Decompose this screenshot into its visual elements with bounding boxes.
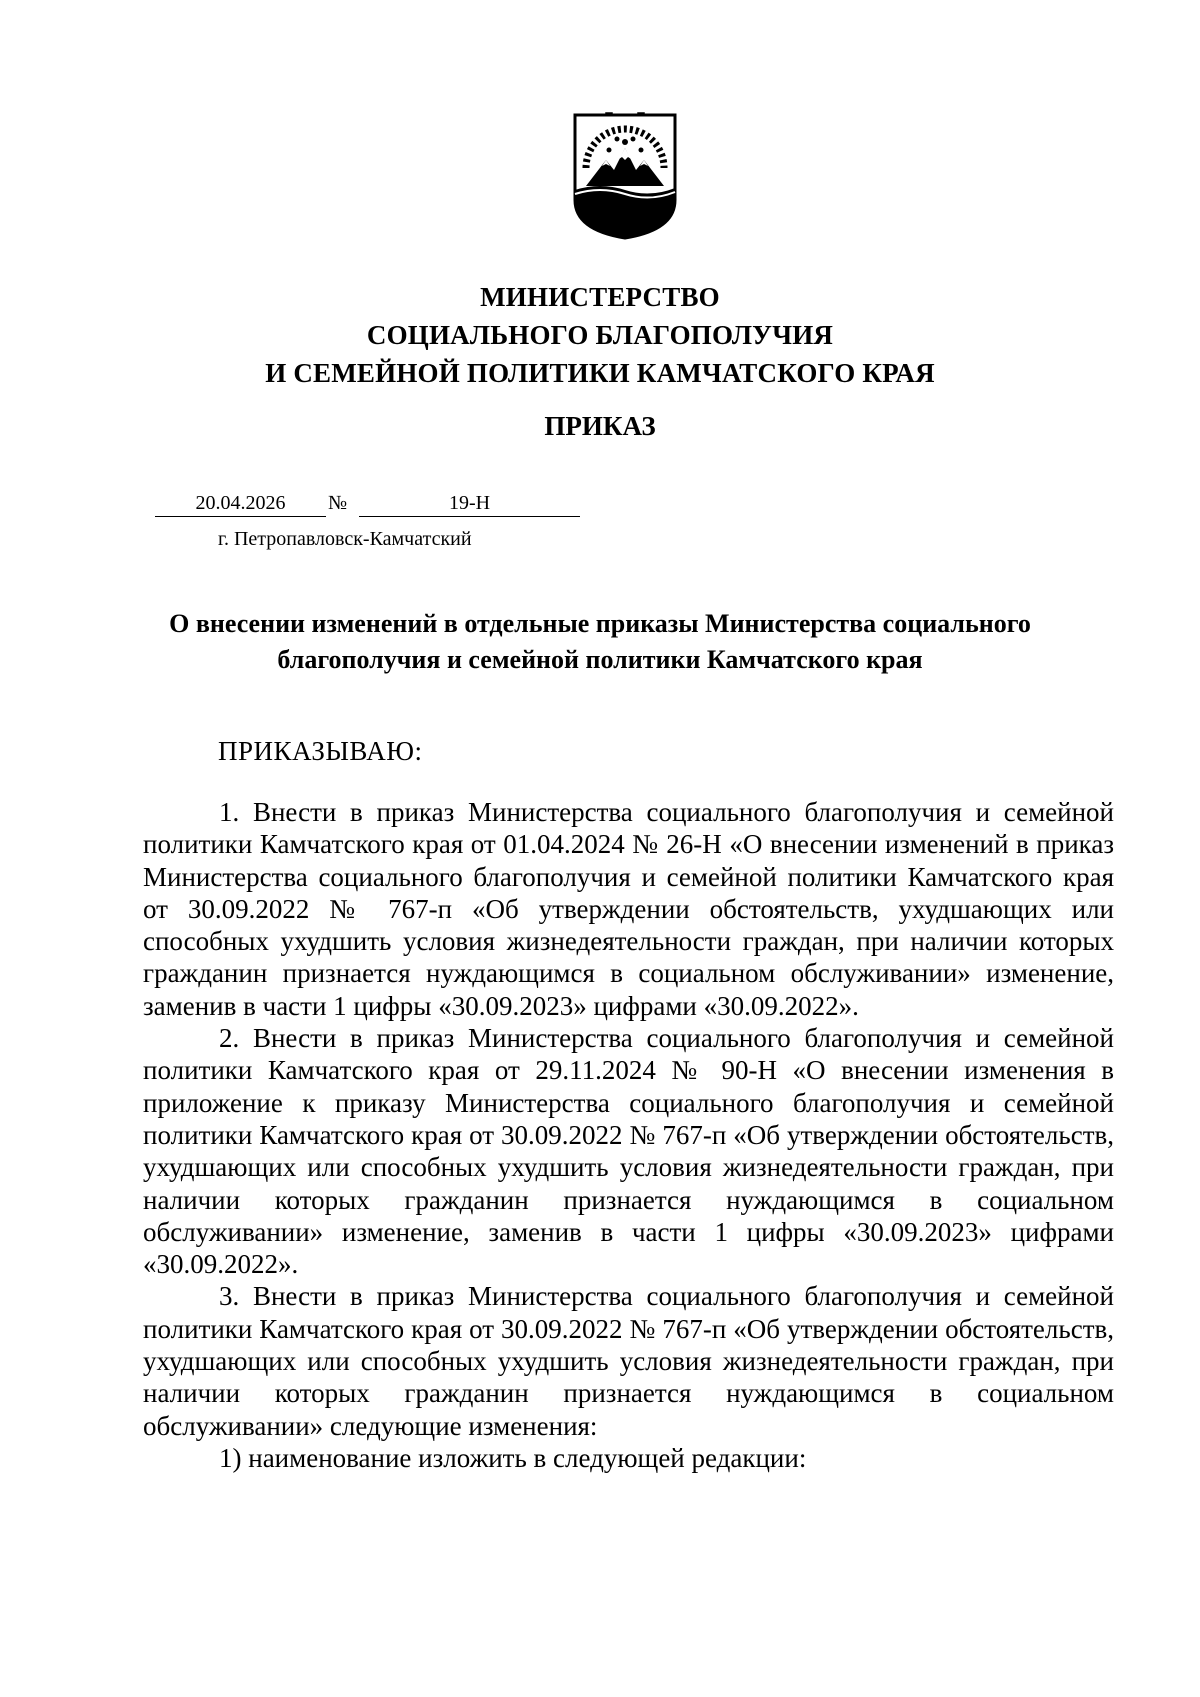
subject-line: О внесении изменений в отдельные приказы Министерства социального	[169, 609, 1031, 638]
paragraph-3-item-1: 1) наименование изложить в следующей редакции:	[219, 1442, 807, 1473]
paragraph-3: 3. Внести в приказ Министерства социального благополучия и семейной политики Камчатского края от 30.09.2022 № 767-п «Об утверждении обстоятельств, ухудшающих или способных ухудшить условия жизнедеятельности граждан, при наличии которых гражданин признается нуждающимся в социальном обслуживании» следующие изменения:	[143, 1281, 1114, 1441]
ministry-line: И СЕМЕЙНОЙ ПОЛИТИКИ КАМЧАТСКОГО КРАЯ	[265, 358, 935, 388]
city-name: г. Петропавловск-Камчатский	[218, 528, 472, 550]
order-subject	[0, 606, 1200, 678]
order-date: 20.04.2026	[155, 490, 326, 517]
ministry-line: МИНИСТЕРСТВО	[480, 282, 720, 312]
subject-line: благополучия и семейной политики Камчатского края	[277, 645, 923, 674]
ministry-line: СОЦИАЛЬНОГО БЛАГОПОЛУЧИЯ	[366, 320, 834, 350]
ministry-name	[0, 278, 1200, 392]
order-word: ПРИКАЗЫВАЮ:	[218, 736, 423, 766]
order-body	[143, 796, 1114, 1474]
order-number: 19-Н	[359, 490, 580, 517]
coat-of-arms-icon	[572, 112, 678, 240]
order-title: ПРИКАЗ	[544, 411, 656, 441]
paragraph-2: 2. Внести в приказ Министерства социального благополучия и семейной политики Камчатского края от 29.11.2024 № 90-Н «О внесении изменения в приложение к приказу Министерства социального благополучия и семейной политики Камчатского края от 30.09.2022 № 767-п «Об утверждении обстоятельств, ухудшающих или способных ухудшить условия жизнедеятельности граждан, при наличии которых гражданин признается нуждающимся в социальном обслуживании» изменение, заменив в части 1 цифры «30.09.2023» цифрами «30.09.2022».	[143, 1023, 1114, 1280]
paragraph-1: 1. Внести в приказ Министерства социального благополучия и семейной политики Камчатского края от 01.04.2024 № 26-Н «О внесении изменений в приказ Министерства социального благополучия и семейной политики Камчатского края от 30.09.2022 № 767-п «Об утверждении обстоятельств, ухудшающих или способных ухудшить условия жизнедеятельности граждан, при наличии которых гражданин признается нуждающимся в социальном обслуживании» изменение, заменив в части 1 цифры «30.09.2023» цифрами «30.09.2022».	[143, 797, 1114, 1021]
number-sign: №	[328, 492, 348, 514]
